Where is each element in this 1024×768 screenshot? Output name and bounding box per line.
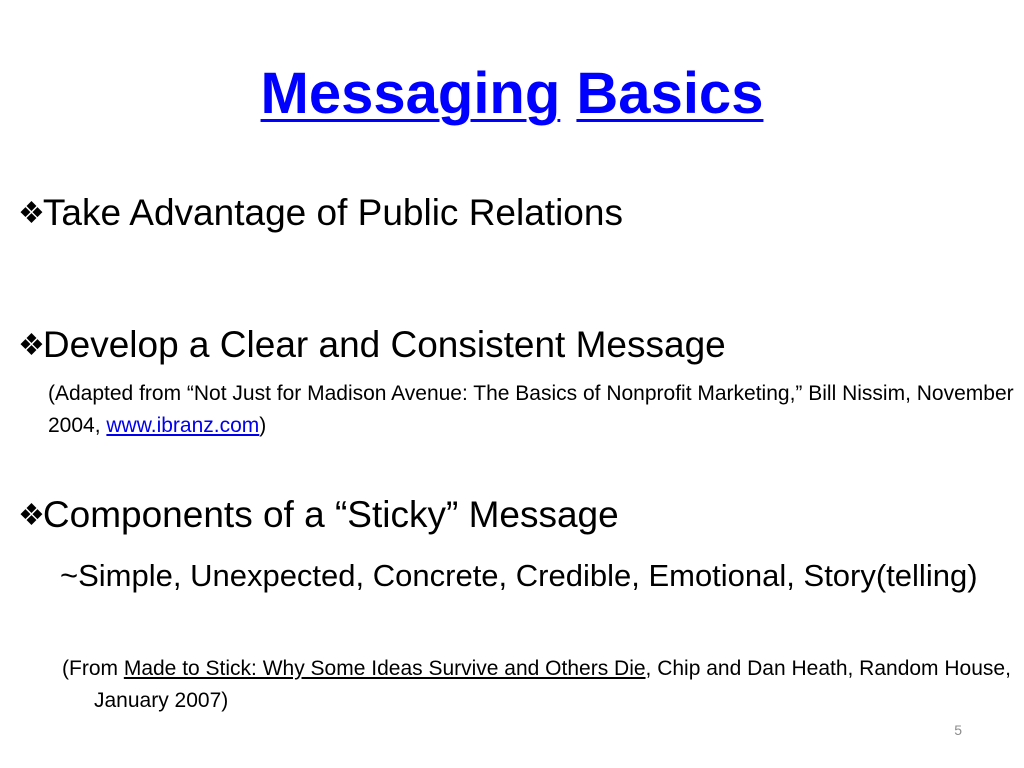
citation-rest: , Chip and Dan Heath, Random House, January 2007): [94, 657, 1011, 712]
bullet-text: Components of a “Sticky” Message: [42, 494, 619, 535]
citation-made-to-stick: [62, 653, 1024, 717]
bullet-sticky-message: [18, 493, 619, 540]
title-word-messaging: Messaging: [260, 61, 561, 126]
book-title: Made to Stick: Why Some Ideas Survive and Others Die: [123, 657, 646, 680]
slide-title: [0, 58, 1024, 130]
diamond-bullet-icon: ❖: [18, 329, 43, 362]
citation-text: (Adapted from “Not Just for Madison Avenue: The Basics of Nonprofit Marketing,” Bill Nissim, November 2004,: [48, 382, 1014, 437]
bullet-clear-message: [18, 323, 726, 370]
citation-close: ): [259, 414, 267, 437]
ibranz-link[interactable]: www.ibranz.com: [106, 414, 260, 437]
citation-nissim: [48, 378, 1023, 442]
bullet-public-relations: [18, 191, 623, 238]
citation-text: (From: [62, 657, 124, 680]
diamond-bullet-icon: ❖: [18, 499, 43, 532]
diamond-bullet-icon: ❖: [18, 197, 43, 230]
title-word-basics: Basics: [576, 61, 764, 126]
bullet-text: Take Advantage of Public Relations: [42, 192, 623, 233]
page-number: 5: [954, 722, 962, 738]
sticky-components-list: ~Simple, Unexpected, Concrete, Credible, Emotional, Story(telling): [60, 558, 978, 593]
bullet-text: Develop a Clear and Consistent Message: [42, 324, 726, 365]
